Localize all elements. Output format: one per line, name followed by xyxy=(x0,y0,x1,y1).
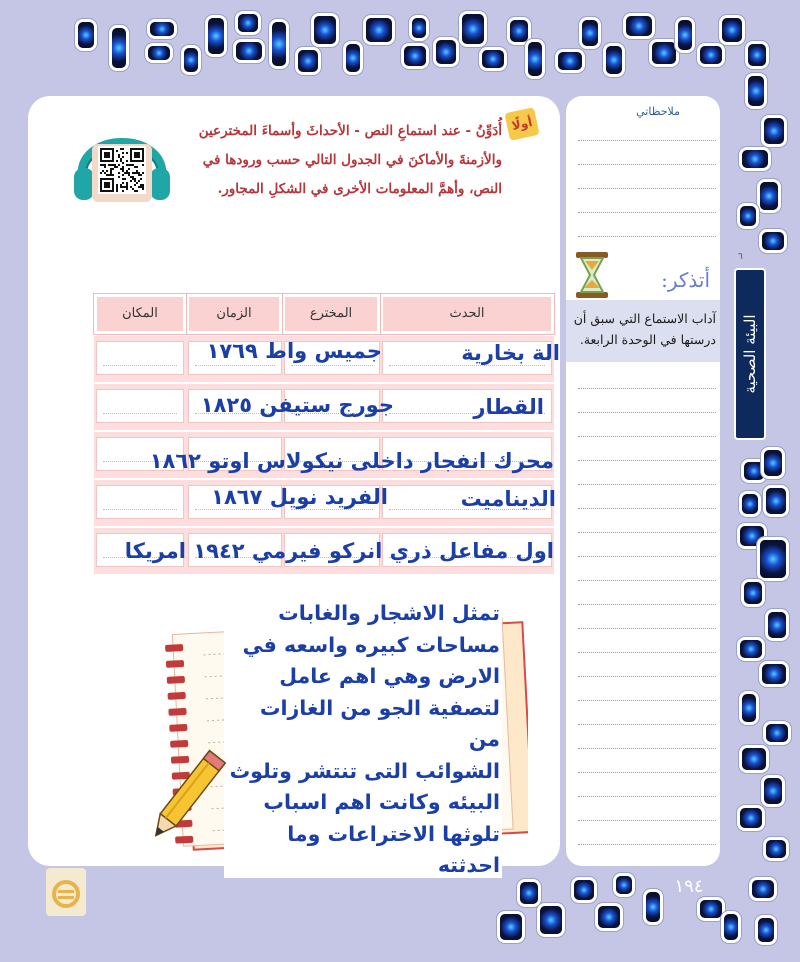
decorative-tile xyxy=(724,914,738,940)
note-line xyxy=(578,796,716,797)
decorative-tile xyxy=(752,880,774,898)
decorative-tile xyxy=(748,76,764,106)
note-line xyxy=(578,140,716,141)
note-line xyxy=(578,508,716,509)
decorative-tile xyxy=(208,18,224,54)
decorative-tile xyxy=(646,892,660,922)
decorative-tile xyxy=(758,918,774,942)
decorative-tile xyxy=(510,20,528,42)
decorative-tile xyxy=(700,46,722,64)
paragraph-line: مساحات كبيره واسعه في xyxy=(242,632,500,657)
decorative-tile xyxy=(652,42,676,64)
note-line xyxy=(578,236,716,237)
note-line xyxy=(578,604,716,605)
decorative-tile xyxy=(482,50,504,68)
pencil-icon xyxy=(146,742,226,852)
paragraph-line: الشوائب التى تنتشر وتلوث xyxy=(229,758,500,783)
remember-title: أتذكر: xyxy=(661,268,710,292)
answer-event[interactable]: اول مفاعل ذري انركو فيرمي ١٩٤٢ امريكا xyxy=(124,539,554,563)
decorative-tile xyxy=(598,906,620,928)
remember-line: آداب الاستماع التي سبق أن xyxy=(573,311,716,326)
answer-paragraph[interactable] xyxy=(224,598,500,882)
decorative-tile xyxy=(462,14,484,44)
decorative-tile xyxy=(616,876,632,894)
note-line xyxy=(578,772,716,773)
notes-title: ملاحظاتي xyxy=(636,105,680,118)
table-cell[interactable] xyxy=(96,389,184,423)
paragraph-line: احدثته xyxy=(437,853,500,877)
decorative-tile xyxy=(184,48,198,72)
decorative-tile xyxy=(766,840,786,858)
decorative-tile xyxy=(762,232,784,250)
answer-event[interactable]: الديناميت xyxy=(460,487,556,511)
decorative-tile xyxy=(412,18,426,38)
note-line xyxy=(578,188,716,189)
note-line xyxy=(578,460,716,461)
decorative-tile xyxy=(722,18,742,42)
decorative-tile xyxy=(528,42,542,76)
publisher-logo-icon xyxy=(46,868,86,916)
instruction-line: أُدَوِّنُ - عند استماعِ النص - الأحداثَ وأسماءَ المخترعين xyxy=(198,123,502,139)
note-line xyxy=(578,844,716,845)
answer-event[interactable]: محرك انفجار داخلى نيكولاس اوتو ١٨٦٢ xyxy=(149,449,554,473)
note-line xyxy=(578,436,716,437)
paragraph-line: تمثل الاشجار والغابات xyxy=(278,601,500,625)
answer-inventor-time[interactable]: جميس واط ١٧٦٩ xyxy=(206,339,382,363)
note-line xyxy=(578,676,716,677)
qr-code-icon xyxy=(98,146,146,194)
decorative-tile xyxy=(742,748,766,770)
answer-event[interactable]: القطار xyxy=(473,395,544,419)
instruction-line: النص، وأهمَّ المعلومات الأخرى في الشكلِ المجاور. xyxy=(217,181,502,197)
decorative-tile xyxy=(700,900,722,918)
decorative-tile xyxy=(272,22,286,66)
decorative-tile xyxy=(742,694,756,722)
paragraph-line: الارض وهي اهم عامل xyxy=(279,664,500,688)
note-line xyxy=(578,532,716,533)
decorative-tile xyxy=(540,906,562,934)
note-line xyxy=(578,724,716,725)
answer-inventor-time[interactable]: الفريد نويل ١٨٦٧ xyxy=(211,485,388,509)
decorative-tile xyxy=(314,16,336,44)
decorative-tile xyxy=(112,28,126,68)
note-line xyxy=(578,164,716,165)
note-line xyxy=(578,580,716,581)
decorative-tile xyxy=(346,44,360,72)
note-line xyxy=(578,556,716,557)
decorative-tile xyxy=(678,20,692,50)
decorative-tile xyxy=(760,540,786,578)
decorative-tile xyxy=(582,20,598,46)
unit-label: البيئة الصحية xyxy=(741,314,759,394)
decorative-tile xyxy=(764,118,784,144)
instructions-text xyxy=(176,117,502,204)
note-line xyxy=(578,412,716,413)
decorative-tile xyxy=(238,14,258,32)
decorative-tile xyxy=(500,914,522,940)
decorative-tile xyxy=(574,880,594,900)
decorative-tile xyxy=(762,664,786,684)
table-cell[interactable] xyxy=(96,485,184,519)
instruction-line: والأزمنةَ والأماكنَ في الجدول التالي حسب ورودها في xyxy=(202,152,502,168)
remember-line: درستها في الوحدة الرابعة. xyxy=(579,332,716,347)
decorative-tile xyxy=(520,882,538,904)
decorative-tile xyxy=(740,640,762,658)
note-line xyxy=(578,700,716,701)
decorative-tile xyxy=(766,724,788,742)
answer-inventor-time[interactable]: جورج ستيفن ١٨٢٥ xyxy=(200,393,394,417)
decorative-tile xyxy=(150,22,174,36)
paragraph-line: البيئه وكانت اهم اسباب xyxy=(263,790,500,814)
decorative-tile xyxy=(744,582,762,604)
note-line xyxy=(578,748,716,749)
decorative-tile xyxy=(748,44,766,66)
hourglass-icon xyxy=(572,250,612,300)
decorative-tile xyxy=(366,18,392,42)
decorative-tile xyxy=(766,488,786,514)
header-event: الحدث xyxy=(380,294,554,334)
note-line xyxy=(578,212,716,213)
decorative-tile xyxy=(740,206,756,226)
decorative-tile xyxy=(768,612,786,638)
note-line xyxy=(578,628,716,629)
header-place: المكان xyxy=(94,294,186,334)
unit-number: ٦ xyxy=(738,252,743,262)
decorative-tile xyxy=(742,494,758,514)
decorative-tile xyxy=(558,52,582,70)
decorative-tile xyxy=(404,46,426,66)
paragraph-line: لتصفية الجو من الغازات من xyxy=(259,695,500,751)
answer-event[interactable]: الة بخارية xyxy=(461,341,560,365)
header-time: الزمان xyxy=(186,294,282,334)
decorative-tile xyxy=(764,450,782,476)
decorative-tile xyxy=(236,42,262,60)
decorative-tile xyxy=(742,150,768,168)
header-inventor: المخترع xyxy=(282,294,380,334)
note-line xyxy=(578,820,716,821)
note-line xyxy=(578,652,716,653)
paragraph-line: تلوثها الاختراعات وما xyxy=(287,821,500,846)
decorative-tile xyxy=(298,50,318,72)
remember-text xyxy=(570,308,716,350)
decorative-tile xyxy=(606,46,622,74)
decorative-tile xyxy=(626,16,652,36)
decorative-tile xyxy=(78,22,94,48)
step-badge: أولًا xyxy=(504,107,539,141)
decorative-tile xyxy=(148,46,170,60)
note-line xyxy=(578,388,716,389)
decorative-tile xyxy=(744,462,764,480)
decorative-tile xyxy=(760,182,778,210)
decorative-tile xyxy=(764,778,782,804)
note-line xyxy=(578,484,716,485)
decorative-tile xyxy=(436,40,456,64)
decorative-tile xyxy=(740,808,762,828)
table-cell[interactable] xyxy=(96,341,184,375)
page-number: ١٩٤ xyxy=(674,876,704,897)
